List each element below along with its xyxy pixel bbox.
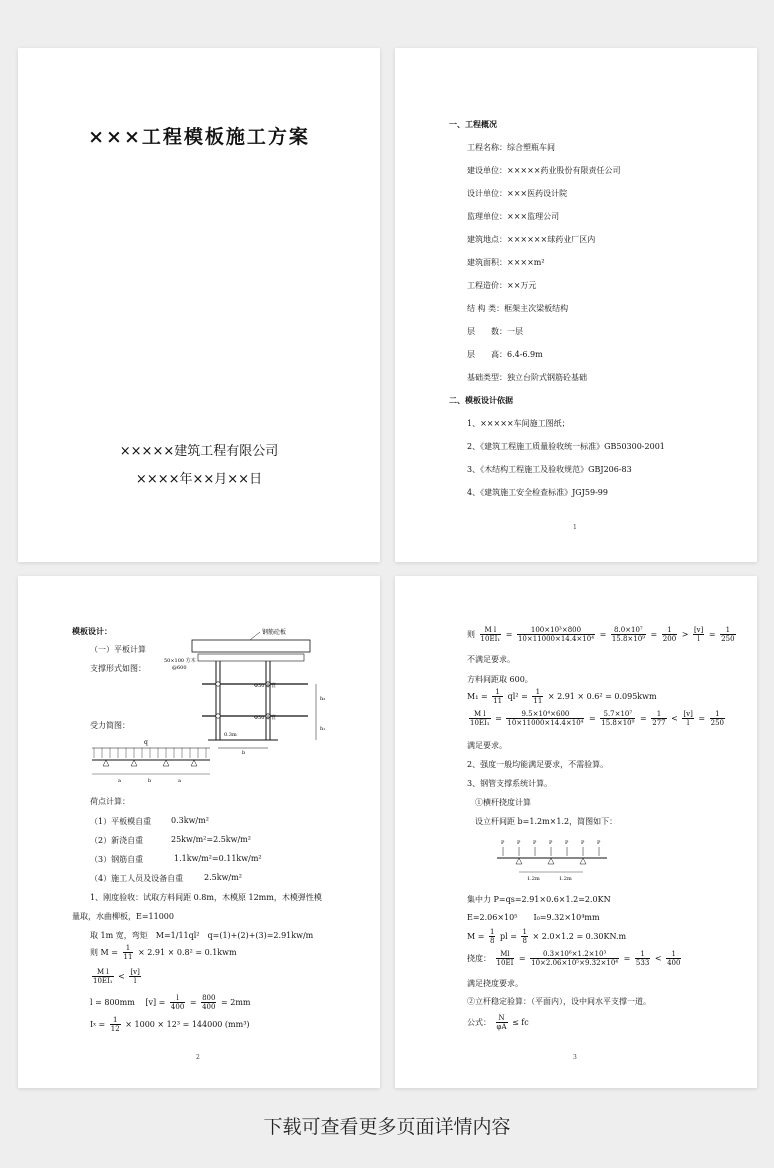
span-a-label: a: [118, 778, 121, 784]
timber-label: 50×100 方木: [164, 658, 196, 664]
column-stability-text: ②立杆稳定验算：（平面内），设中间水平支撑一道。: [467, 997, 651, 1006]
subsection-label: （一）平板计算: [90, 645, 146, 654]
slab-label: 钢筋砼板: [262, 629, 287, 636]
page-number: 1: [573, 524, 577, 531]
load-p-label: P: [517, 840, 521, 846]
load-name: （1）平板模自重: [90, 817, 152, 826]
concrete-slab: [192, 640, 310, 652]
document-title: ×××工程模板施工方案: [88, 126, 310, 148]
overview-page: [395, 48, 757, 562]
formula-moment: 则 M = $\frac{1}{11}$ × 2.91 × 0.8² = 0.1kwm: [90, 944, 237, 961]
formula-stiffness: $\frac{\text{M l}}{\text{10EI₁}}$ < $\frac{[v]}{l}$: [93, 968, 140, 985]
basis-line: 2、《建筑工程施工质量验收统一标准》GB50300-2001: [467, 442, 665, 451]
load-heading: 荷点计算：: [90, 797, 130, 806]
timber-layer: [198, 654, 304, 661]
spacing-label: @600: [172, 665, 187, 671]
load-name: （3）钢筋自重: [90, 855, 144, 864]
load-p-label: P: [501, 840, 505, 846]
elastic-modulus-text: E=2.06×10⁵ I₀=9.32×10⁴mm: [467, 913, 600, 922]
stiffness-check-line: 量取，水曲柳板，E=11000: [72, 912, 174, 921]
basis-line: 3、《木结构工程施工及验收规范》GBJ206-83: [467, 465, 632, 474]
beam-diagram: [495, 838, 613, 888]
design-heading: 模板设计：: [72, 627, 112, 636]
load-value: 25kw/m²=2.5kw/m²: [171, 835, 251, 844]
formula-span: l = 800mm [v] = $\frac{l}{400}$ = $\frac{800}{400}$ = 2mm: [90, 994, 251, 1011]
pipe-label-upper: Φ50 钢管: [254, 683, 277, 689]
load-value: 0.3kw/m²: [171, 816, 209, 825]
load-name: （4）施工人员及设备自重: [90, 874, 184, 883]
force-diagram: [88, 738, 214, 786]
not-satisfied-text: 不满足要求。: [467, 655, 515, 664]
info-line: 层 高：6.4-6.9m: [467, 350, 543, 359]
b-label: b: [242, 750, 246, 756]
h3-label: 0.3m: [224, 732, 237, 738]
span-label: 1.2m: [559, 876, 572, 882]
page-number: 2: [196, 1054, 200, 1061]
company-name: ×××××建筑工程有限公司: [119, 444, 279, 459]
deflection-ok-text: 满足挠度要求。: [467, 979, 523, 988]
load-value: 2.5kw/m²: [204, 873, 242, 882]
span-a-label-2: a: [178, 778, 181, 784]
formula-inertia: Ix = $\frac{1}{12}$ × 1000 × 12³ = 144000 (mm³): [90, 1016, 250, 1033]
calculation-page: [395, 576, 757, 1088]
info-line: 监理单位：×××监理公司: [467, 212, 560, 221]
info-line: 结 构 类：框架主次梁板结构: [467, 304, 569, 313]
load-value: 1.1kw/m²=0.11kw/m²: [174, 854, 262, 863]
design-page: [18, 576, 380, 1088]
section-heading-basis: 二、模板设计依据: [449, 396, 513, 405]
span-label: 1.2m: [527, 876, 540, 882]
download-caption: 下载可查看更多页面详情内容: [263, 1116, 511, 1138]
info-line: 层 数：一层: [467, 327, 523, 336]
info-line: 建筑地点：××××××球药业厂区内: [467, 235, 596, 244]
pipe-label-lower: Φ50 钢管: [254, 715, 277, 721]
load-p-label: P: [533, 840, 537, 846]
support-form-label: 支撑形式如图：: [90, 664, 146, 673]
strength-text: 2、强度一般均能满足要求，不需验算。: [467, 760, 609, 769]
load-name: （2）新浇自重: [90, 836, 144, 845]
document-date: ××××年××月××日: [135, 472, 263, 487]
info-line: 建筑面积：××××m²: [467, 258, 545, 267]
setup-text: 设立杆间距 b=1.2m×1.2，简图如下：: [475, 817, 618, 826]
spacing-text: 方料间距取 600。: [467, 675, 533, 684]
info-line: 基础类型：独立台阶式钢筋砼基础: [467, 373, 587, 382]
satisfied-text: 满足要求。: [467, 741, 507, 750]
h2-label: h₂: [320, 696, 326, 702]
section-heading-overview: 一、工程概况: [449, 120, 497, 129]
formula-deflection: 挠度： $\frac{Ml}{10EI}$ = $\frac{\text{0.3×10⁶×1.2×10³}}{\text{10×2.06×10⁵×9.32×10⁴}}$ = $\frac{1}{533}$ < $\frac{1}{400}$: [467, 950, 681, 967]
formula-check-1: 则 $\frac{\text{M l}}{\text{10EI₁}}$ = $\frac{\text{100×10³×800}}{\text{10×11000×14.4×10⁴}}$ = $\frac{\text{8.0×10⁷}}{\text{15.8×10⁹}}$ = $\frac{1}{200}$ > $\frac{[v]}{l}$ = $\frac{1}{250}$: [467, 626, 735, 643]
basis-line: 4、《建筑施工安全检查标准》JGJ59-99: [467, 488, 608, 497]
load-p-label: P: [581, 840, 585, 846]
info-line: 建设单位：×××××药业股份有限责任公司: [467, 166, 621, 175]
stiffness-check-line: 1、刚度验收：试取方料间距 0.8m，木模原 12mm，木模弹性模: [90, 893, 322, 902]
moment-calc-line: 取 1m 宽，弯矩 M=1/11ql² q=(1)+(2)+(3)=2.91kw/m: [90, 931, 314, 940]
formula-moment-2: M₁ = $\frac{1}{11}$ ql² = $\frac{1}{11}$ × 2.91 × 0.6² = 0.095kwm: [467, 688, 657, 705]
info-line: 工程名称：综合塑瓶车间: [467, 143, 555, 152]
load-p-label: P: [565, 840, 569, 846]
support-diagram: [164, 628, 338, 756]
pipe-check-text: 3、钢管支撑系统计算。: [467, 779, 553, 788]
formula-stability: 公式： $\frac{N}{\varphi A}$ ≤ fc: [467, 1014, 529, 1031]
formula-moment-3: M = $\frac{1}{8}$ pl = $\frac{1}{8}$ × 2.0×1.2 = 0.30KN.m: [467, 928, 627, 945]
cover-page: [18, 48, 380, 562]
span-b-label: b: [148, 778, 152, 784]
info-line: 工程造价：××万元: [467, 281, 537, 290]
formula-check-2: $\frac{\text{M l}}{\text{10EI₁}}$ = $\frac{\text{9.5×10⁴×600}}{\text{10×11000×14.4×10⁴}}$ = $\frac{\text{5.7×10⁷}}{\text{15.8×10⁹}}$ = $\frac{1}{277}$ < $\frac{[v]}{l}$ = $\frac{1}{250}$: [470, 710, 724, 727]
h1-label: h₁: [320, 726, 326, 732]
item-deflection: ①横杆挠度计算: [475, 798, 531, 807]
page-number: 3: [573, 1054, 577, 1061]
force-diagram-label: 受力简图：: [90, 721, 130, 730]
load-p-label: P: [549, 840, 553, 846]
load-q-label: q: [144, 739, 148, 746]
load-p-label: P: [597, 840, 601, 846]
point-load-text: 集中力 P=qs=2.91×0.6×1.2=2.0KN: [467, 895, 611, 904]
info-line: 设计单位：×××医药设计院: [467, 189, 568, 198]
basis-line: 1、×××××车间施工图纸；: [467, 419, 570, 428]
